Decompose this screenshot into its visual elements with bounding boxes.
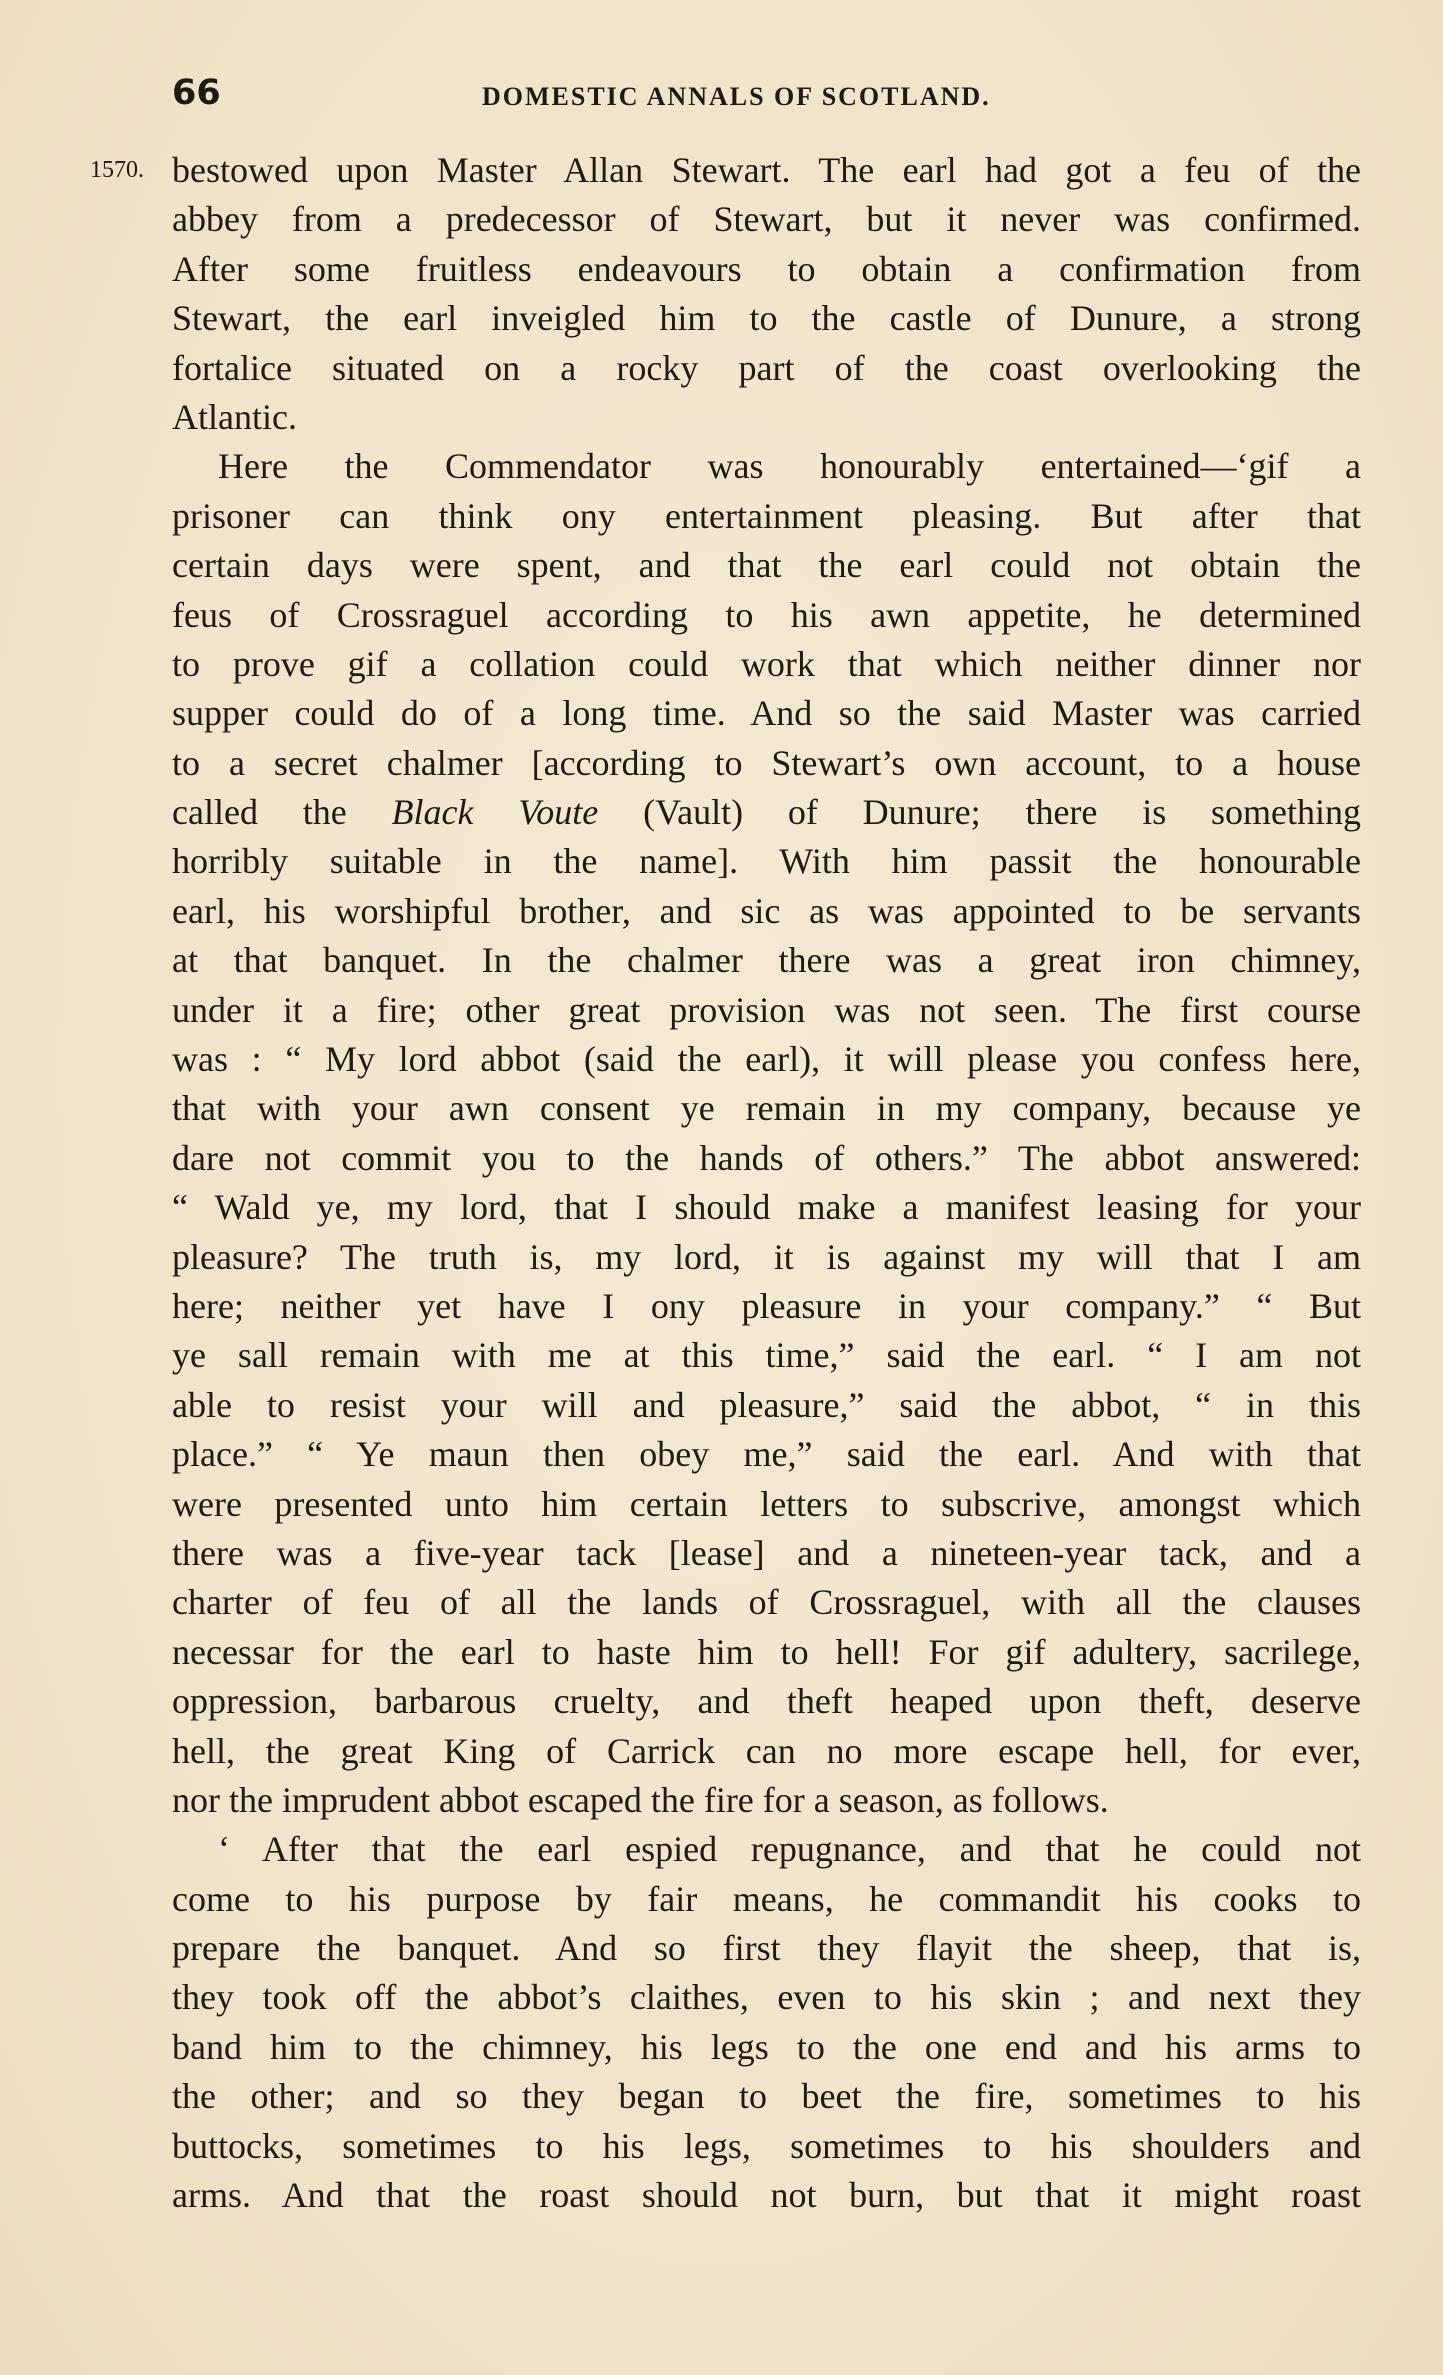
text-line: at that banquet. In the chalmer there was a great iron chimney, — [172, 940, 1361, 981]
text-line: under it a fire; other great provision was not seen. The first course — [172, 989, 1361, 1030]
text-line: that with your awn consent ye remain in my company, because ye — [172, 1088, 1361, 1129]
text-line: was : “ My lord abbot (said the earl), it will please you confess here, — [172, 1039, 1361, 1080]
text-line: band him to the chimney, his legs to the one end and his arms to — [172, 2026, 1361, 2067]
margin-year: 1570. — [90, 157, 144, 183]
text-line: nor the imprudent abbot escaped the fire for a season, as follows. — [172, 1779, 1109, 1820]
page-header — [172, 68, 1357, 118]
text-line: prepare the banquet. And so first they flayit the sheep, that is, — [172, 1928, 1361, 1969]
body-text — [172, 146, 1361, 2220]
text-line: certain days were spent, and that the earl could not obtain the — [172, 545, 1361, 586]
text-line-with-italic — [172, 788, 1361, 837]
text-line: prisoner can think ony entertainment pleasing. But after that — [172, 495, 1361, 536]
text-line: ‘ After that the earl espied repugnance, and that he could not — [218, 1829, 1361, 1870]
text-line: to prove gif a collation could work that which neither dinner nor — [172, 643, 1361, 684]
text-line: “ Wald ye, my lord, that I should make a manifest leasing for your — [172, 1187, 1361, 1228]
text-line: here; neither yet have I ony pleasure in your company.” “ But — [172, 1285, 1361, 1326]
text-line: feus of Crossraguel according to his awn appetite, he determined — [172, 594, 1361, 635]
text-line: earl, his worshipful brother, and sic as was appointed to be servants — [172, 890, 1361, 931]
page-number: 66 — [172, 73, 221, 113]
text-line: hell, the great King of Carrick can no more escape hell, for ever, — [172, 1730, 1361, 1771]
running-head: DOMESTIC ANNALS OF SCOTLAND. — [482, 82, 991, 111]
italic-name: Black Voute — [391, 792, 599, 833]
text-line: ye sall remain with me at this time,” said the earl. “ I am not — [172, 1335, 1361, 1376]
text-line: fortalice situated on a rocky part of the coast overlooking the — [172, 347, 1361, 388]
text-line: they took off the abbot’s claithes, even to his skin ; and next they — [172, 1977, 1361, 2018]
text-line: abbey from a predecessor of Stewart, but it never was confirmed. — [172, 199, 1361, 240]
text-line: Atlantic. — [172, 396, 297, 437]
text-line: necessar for the earl to haste him to hell! For gif adultery, sacrilege, — [172, 1631, 1361, 1672]
text-line: dare not commit you to the hands of others.” The abbot answered: — [172, 1137, 1361, 1178]
text-line: charter of feu of all the lands of Crossraguel, with all the clauses — [172, 1582, 1361, 1623]
text-line: buttocks, sometimes to his legs, sometimes to his shoulders and — [172, 2125, 1361, 2166]
text-line: the other; and so they began to beet the fire, sometimes to his — [172, 2076, 1361, 2117]
text-line: bestowed upon Master Allan Stewart. The earl had got a feu of the — [172, 150, 1361, 190]
text-line: After some fruitless endeavours to obtain a confirmation from — [172, 248, 1361, 289]
text-line: to a secret chalmer [according to Stewart’s own account, to a house — [172, 742, 1361, 783]
text-segment: called the — [172, 792, 347, 833]
text-line: place.” “ Ye maun then obey me,” said the earl. And with that — [172, 1434, 1361, 1475]
text-line: supper could do of a long time. And so the said Master was carried — [172, 693, 1361, 734]
text-line: were presented unto him certain letters to subscrive, amongst which — [172, 1483, 1361, 1524]
text-segment: (Vault) of Dunure; there is something — [643, 792, 1362, 833]
text-line: come to his purpose by fair means, he commandit his cooks to — [172, 1878, 1361, 1919]
text-line: able to resist your will and pleasure,” said the abbot, “ in this — [172, 1384, 1361, 1425]
text-line: oppression, barbarous cruelty, and theft heaped upon theft, deserve — [172, 1681, 1361, 1722]
text-line: pleasure? The truth is, my lord, it is against my will that I am — [172, 1236, 1361, 1277]
text-line: arms. And that the roast should not burn, but that it might roast — [172, 2175, 1361, 2216]
text-line: horribly suitable in the name]. With him passit the honourable — [172, 841, 1361, 882]
text-line: there was a five-year tack [lease] and a nineteen-year tack, and a — [172, 1532, 1361, 1573]
text-line: Here the Commendator was honourably entertained—‘gif a — [218, 446, 1361, 487]
text-line: Stewart, the earl inveigled him to the castle of Dunure, a strong — [172, 298, 1361, 339]
